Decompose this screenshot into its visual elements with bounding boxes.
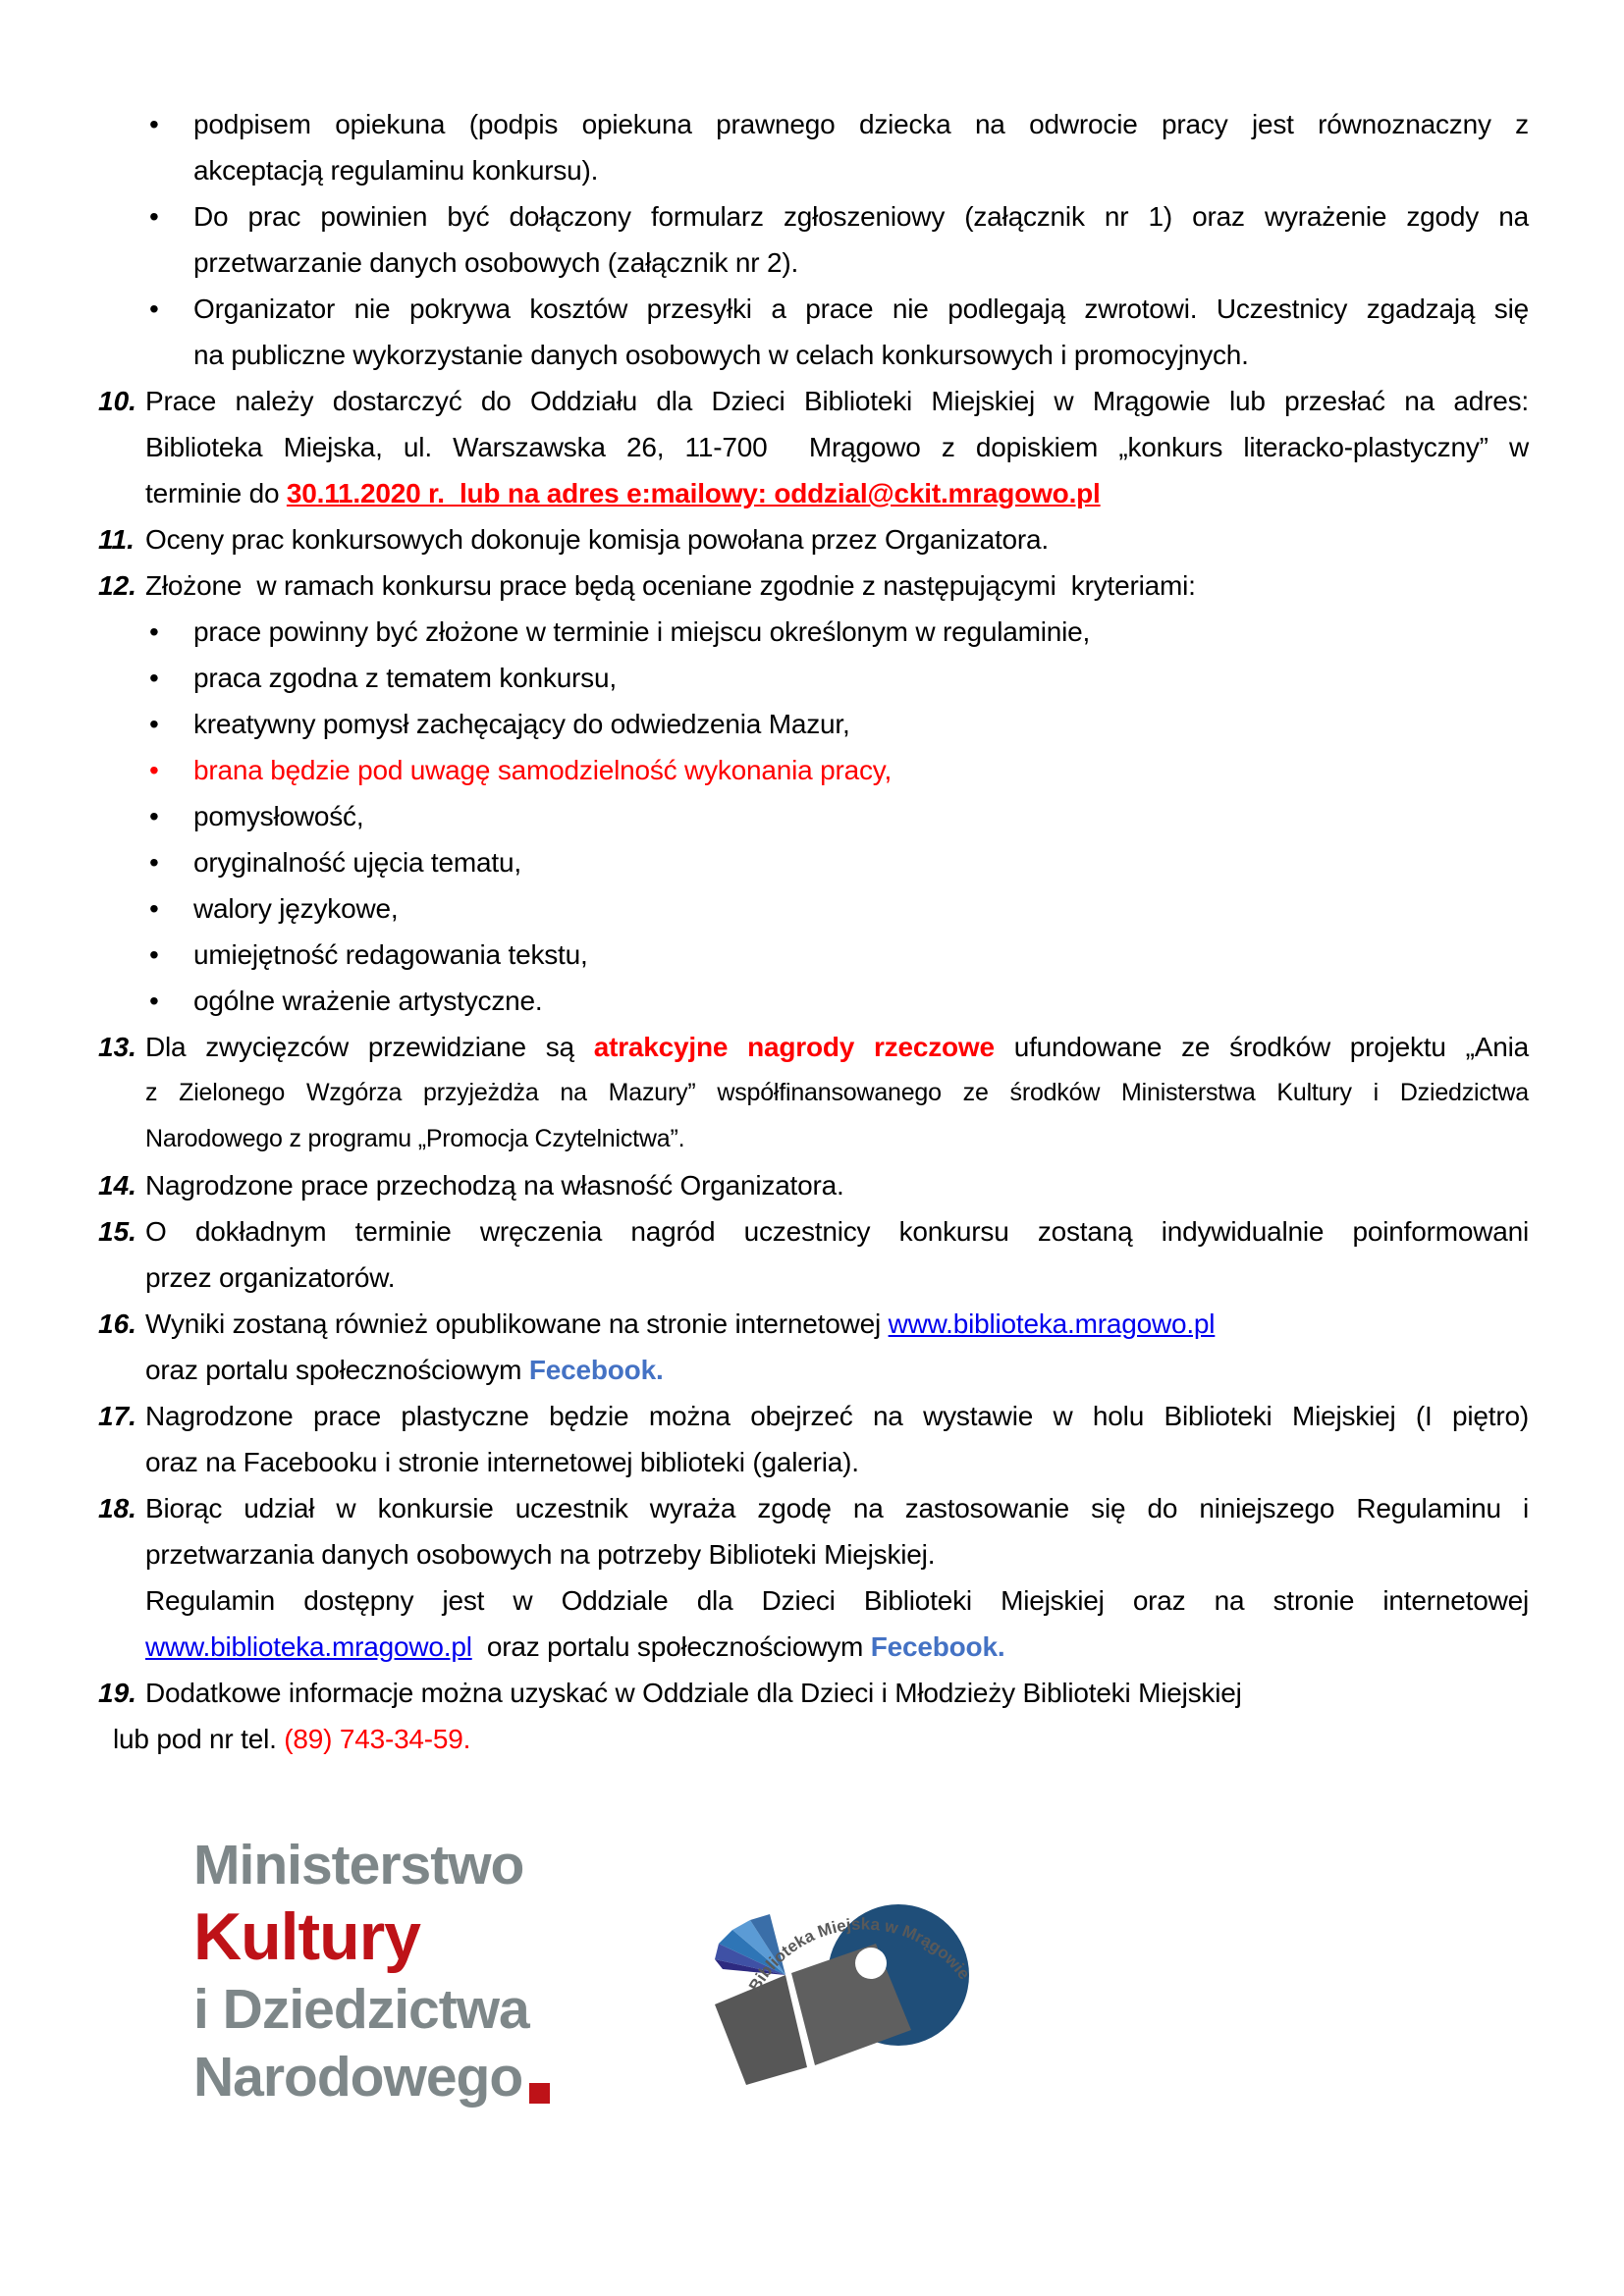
item-17 xyxy=(98,1393,1529,1485)
bullet-marker-icon: • xyxy=(149,893,159,924)
text-run: Prace należy dostarczyć do Oddziału dla Dzieci Biblioteki Miejskiej w Mrągowie lub przesłać na adres: xyxy=(145,386,1529,416)
item-number: 12. xyxy=(98,570,136,601)
text-run: O dokładnym terminie wręczenia nagród uczestnicy konkursu zostaną indywidualnie poinformowani xyxy=(145,1216,1529,1247)
text-run: Dla zwycięzców przewidziane są xyxy=(145,1032,594,1062)
text-line xyxy=(145,1347,1529,1393)
item-13 xyxy=(98,1024,1529,1162)
bullet-item xyxy=(98,609,1529,655)
text-run: umiejętność redagowania tekstu, xyxy=(193,939,588,970)
library-logo xyxy=(687,1865,1021,2120)
item-number: 17. xyxy=(98,1401,136,1431)
item-12 xyxy=(98,562,1529,609)
text-run: terminie do xyxy=(145,478,287,508)
bullet-item xyxy=(98,701,1529,747)
text-run: Wyniki zostaną również opublikowane na stronie internetowej xyxy=(145,1308,889,1339)
text-run: przetwarzanie danych osobowych (załącznik nr 2). xyxy=(193,247,799,278)
item-number: 18. xyxy=(98,1493,136,1523)
item-number: 15. xyxy=(98,1216,136,1247)
item-number: 13. xyxy=(98,1032,136,1062)
ministry-logo-line2: Kultury xyxy=(193,1899,420,1974)
bullet-item xyxy=(98,793,1529,839)
text-run: oryginalność ujęcia tematu, xyxy=(193,847,521,878)
bullet-marker-icon: • xyxy=(149,801,159,831)
bullet-marker-icon: • xyxy=(149,755,159,785)
text-run: przetwarzania danych osobowych na potrzeby Biblioteki Miejskiej. xyxy=(145,1539,936,1570)
website-link[interactable]: www.biblioteka.mragowo.pl xyxy=(145,1631,472,1662)
text-run: Nagrodzone prace plastyczne będzie można obejrzeć na wystawie w holu Biblioteki Miejskiej (I piętro) xyxy=(145,1401,1529,1431)
text-run: Organizator nie pokrywa kosztów przesyłki a prace nie podlegają zwrotowi. Uczestnicy zgadzają się xyxy=(193,294,1529,324)
item-11 xyxy=(98,516,1529,562)
text-run: przez organizatorów. xyxy=(145,1262,396,1293)
text-run: Narodowego z programu „Promocja Czytelnictwa”. xyxy=(145,1125,685,1152)
text-run: Złożone w ramach konkursu prace będą oceniane zgodnie z następującymi kryteriami: xyxy=(145,570,1196,601)
text-run: oraz portalu społecznościowym xyxy=(471,1631,871,1662)
text-line xyxy=(193,101,1529,147)
item-number: 16. xyxy=(98,1308,136,1339)
item-18 xyxy=(98,1485,1529,1670)
bullet-marker-icon: • xyxy=(149,939,159,970)
text-line xyxy=(145,378,1529,424)
text-line xyxy=(145,1439,1529,1485)
library-logo-text: Biblioteka Miejska w Mrągowie xyxy=(744,1914,974,1996)
text-run: Do prac powinien być dołączony formularz zgłoszeniowy (załącznik nr 1) oraz wyrażenie zgody na xyxy=(193,201,1529,232)
bullet-marker-icon: • xyxy=(149,201,159,232)
item-number: 19. xyxy=(98,1678,136,1708)
bullet-item xyxy=(98,839,1529,885)
bullet-marker-icon: • xyxy=(149,709,159,739)
bullet-item xyxy=(98,193,1529,286)
text-line xyxy=(193,747,1529,793)
ministry-logo-line4 xyxy=(193,2046,550,2109)
bullet-marker-icon: • xyxy=(149,847,159,878)
item-15 xyxy=(98,1208,1529,1301)
bullet-marker-icon: • xyxy=(149,109,159,139)
text-line xyxy=(145,470,1529,516)
text-line xyxy=(145,1577,1529,1624)
phone-number: (89) 743-34-59. xyxy=(284,1724,471,1754)
text-line xyxy=(113,1716,1529,1762)
bullet-item xyxy=(98,747,1529,793)
text-line xyxy=(145,562,1529,609)
text-line xyxy=(145,516,1529,562)
red-square-icon xyxy=(529,2083,550,2104)
text-line xyxy=(193,655,1529,701)
item-number: 14. xyxy=(98,1170,136,1201)
text-line xyxy=(145,1070,1529,1116)
text-run: podpisem opiekuna (podpis opiekuna prawnego dziecka na odwrocie pracy jest równoznaczny z xyxy=(193,109,1529,139)
bullet-marker-icon: • xyxy=(149,294,159,324)
bullet-item xyxy=(98,101,1529,193)
cd-hole-icon xyxy=(855,1948,887,1979)
text-run: Biblioteka Miejska, ul. Warszawska 26, 11-700 Mrągowo z dopiskiem „konkurs literacko-plastyczny” w xyxy=(145,432,1529,462)
bullet-item xyxy=(98,932,1529,978)
text-run: Nagrodzone prace przechodzą na własność Organizatora. xyxy=(145,1170,844,1201)
text-run: ufundowane ze środków projektu „Ania xyxy=(994,1032,1529,1062)
text-line xyxy=(193,839,1529,885)
text-line xyxy=(193,932,1529,978)
text-line xyxy=(145,1024,1529,1070)
text-line xyxy=(193,609,1529,655)
item-number: 10. xyxy=(98,386,136,416)
text-run: Regulamin dostępny jest w Oddziale dla Dzieci Biblioteki Miejskiej oraz na stronie internetowej xyxy=(145,1585,1529,1616)
item-10 xyxy=(98,378,1529,516)
text-line xyxy=(193,793,1529,839)
text-run: Oceny prac konkursowych dokonuje komisja powołana przez Organizatora. xyxy=(145,524,1050,555)
text-run: akceptacją regulaminu konkursu). xyxy=(193,155,599,186)
text-line xyxy=(145,1624,1529,1670)
text-line xyxy=(145,1485,1529,1531)
bullet-marker-icon: • xyxy=(149,616,159,647)
regulations-list xyxy=(98,101,1529,1762)
text-line xyxy=(193,978,1529,1024)
text-run: prace powinny być złożone w terminie i miejscu określonym w regulaminie, xyxy=(193,616,1091,647)
text-run: kreatywny pomysł zachęcający do odwiedzenia Mazur, xyxy=(193,709,850,739)
item-number: 11. xyxy=(98,524,135,555)
bullet-item xyxy=(98,885,1529,932)
text-line xyxy=(193,332,1529,378)
bullet-marker-icon: • xyxy=(149,986,159,1016)
website-link[interactable]: www.biblioteka.mragowo.pl xyxy=(888,1308,1216,1339)
bullet-item xyxy=(98,655,1529,701)
text-line xyxy=(145,1116,1529,1162)
text-run: oraz na Facebooku i stronie internetowej biblioteki (galeria). xyxy=(145,1447,859,1477)
item-19 xyxy=(98,1670,1529,1762)
item-16 xyxy=(98,1301,1529,1393)
text-line xyxy=(193,193,1529,240)
deadline-email-link[interactable]: 30.11.2020 r. lub na adres e:mailowy: oddzial@ckit.mragowo.pl xyxy=(286,478,1101,508)
ministry-of-culture-logo xyxy=(193,1834,550,2109)
text-run: Dodatkowe informacje można uzyskać w Oddziale dla Dzieci i Młodzieży Biblioteki Miejskiej xyxy=(145,1678,1242,1708)
text-run: pomysłowość, xyxy=(193,801,364,831)
text-line xyxy=(145,1670,1529,1716)
text-line xyxy=(193,240,1529,286)
text-line xyxy=(145,1208,1529,1255)
facebook-link[interactable]: Fecebook. xyxy=(528,1355,664,1385)
text-line xyxy=(145,1531,1529,1577)
text-run: walory językowe, xyxy=(193,893,399,924)
text-line xyxy=(193,147,1529,193)
text-line xyxy=(145,1393,1529,1439)
text-run: praca zgodna z tematem konkursu, xyxy=(193,663,617,693)
bullet-item xyxy=(98,978,1529,1024)
text-run: Biorąc udział w konkursie uczestnik wyraża zgodę na zastosowanie się do niniejszego Regulaminu i xyxy=(145,1493,1529,1523)
ministry-logo-line1: Ministerstwo xyxy=(193,1834,524,1896)
text-line xyxy=(193,885,1529,932)
ministry-logo-line3: i Dziedzictwa xyxy=(193,1978,529,2041)
text-run: atrakcyjne nagrody rzeczowe xyxy=(593,1032,995,1062)
text-run: lub pod nr tel. xyxy=(113,1724,285,1754)
text-line xyxy=(145,1301,1529,1347)
facebook-link[interactable]: Fecebook. xyxy=(870,1631,1005,1662)
text-line xyxy=(145,1162,1529,1208)
text-line xyxy=(193,701,1529,747)
text-line xyxy=(193,286,1529,332)
text-run: ogólne wrażenie artystyczne. xyxy=(193,986,543,1016)
ministry-logo-line4-text: Narodowego xyxy=(193,2046,523,2109)
bullet-marker-icon: • xyxy=(149,663,159,693)
text-run: oraz portalu społecznościowym xyxy=(145,1355,529,1385)
bullet-item xyxy=(98,286,1529,378)
text-run: z Zielonego Wzgórza przyjeżdża na Mazury” współfinansowanego ze środków Ministerstwa Kultury i Dziedzictwa xyxy=(145,1079,1529,1106)
item-14 xyxy=(98,1162,1529,1208)
text-line xyxy=(145,424,1529,470)
text-run: na publiczne wykorzystanie danych osobowych w celach konkursowych i promocyjnych. xyxy=(193,340,1249,370)
text-line xyxy=(145,1255,1529,1301)
text-run: brana będzie pod uwagę samodzielność wykonania pracy, xyxy=(193,755,893,785)
